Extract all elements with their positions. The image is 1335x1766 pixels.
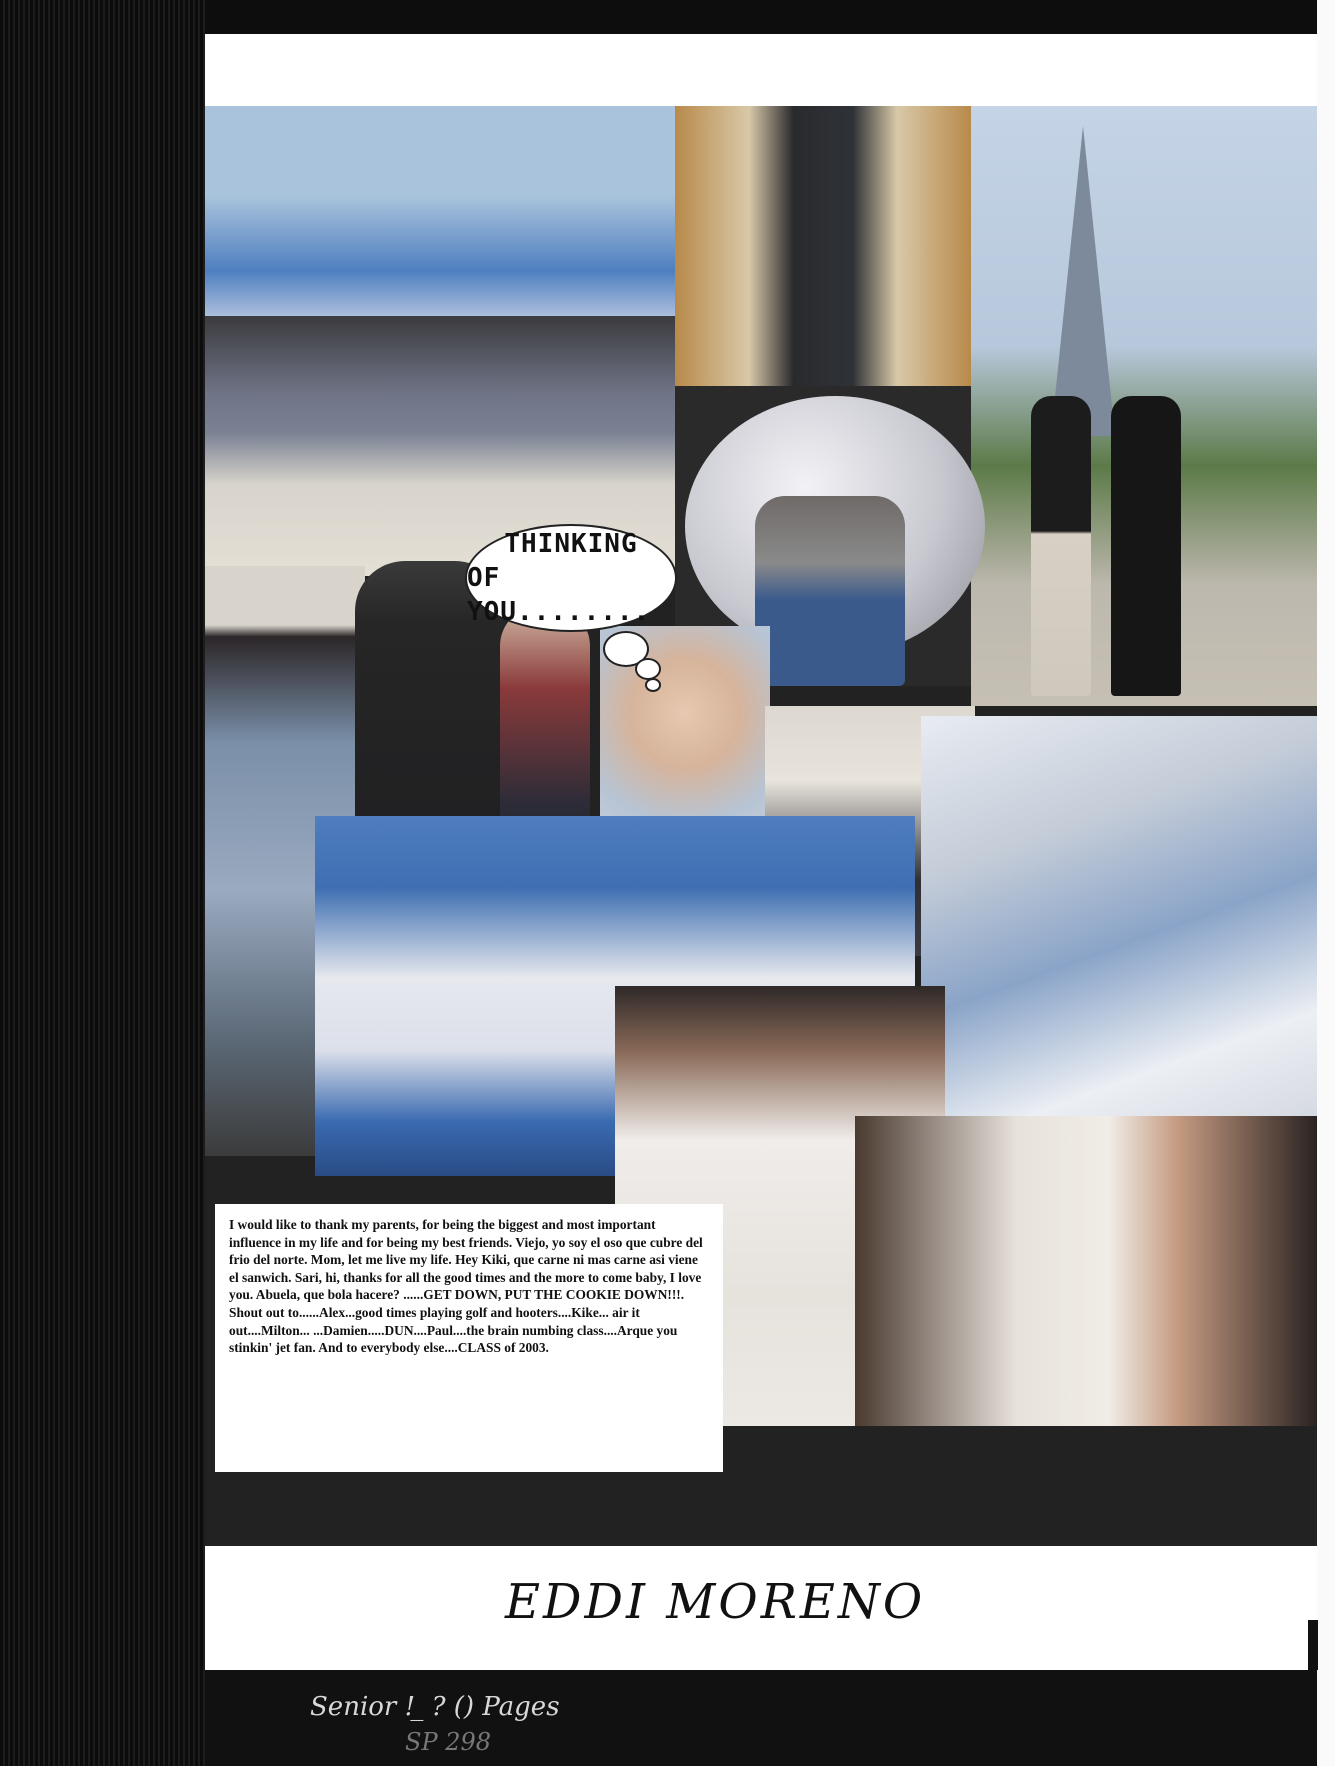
top-black-border: [205, 0, 1320, 34]
eiffel-tower-photo: [971, 106, 1317, 706]
footer-section-title: Senior ! ̲ ? () Pages: [310, 1692, 560, 1722]
left-black-stripes: [0, 0, 205, 1766]
bubble-line-1: THINKING: [504, 529, 638, 559]
senior-message-text: I would like to thank my parents, for being the biggest and most important influence in my life and for being my best friends. Viejo, yo soy el oso que cubre del frio del norte. Mom, let me live my life. Hey Kiki, que carne ni mas carne asi viene el sanwich. Sari, hi, thanks for all the good times and the more to come baby, I love you. Abuela, que bola hacere? ......GET DOWN, PUT THE COOKIE DOWN!!!. Shout out to......Alex...good times playing golf and hooters....Kike... air it out....Milton... ...Damien.....DUN....Paul....the brain numbing class....Arque you stinkin' jet fan. And to everybody else....CLASS of 2003.: [229, 1217, 703, 1356]
older-man-black-outfit: [1111, 396, 1181, 696]
couple-photo: [855, 1116, 1317, 1426]
thought-puff-small: [645, 678, 661, 692]
footer-page-number: SP 298: [405, 1728, 492, 1756]
man-black-shirt: [1031, 396, 1091, 696]
photo-collage: [205, 106, 1317, 1546]
two-young-men: [755, 496, 905, 686]
thought-puff-medium: [635, 658, 661, 680]
thought-bubble: [465, 524, 677, 632]
right-page-edge: [1317, 0, 1335, 1766]
bubble-line-2: OF YOU........: [467, 563, 651, 627]
senior-message-box: [215, 1204, 723, 1472]
yearbook-page: [205, 34, 1317, 1670]
right-black-mark: [1308, 1620, 1318, 1670]
eiffel-tower-shape: [1051, 126, 1115, 436]
toddler-photo: [921, 716, 1317, 1121]
student-name: EDDI MORENO: [505, 1574, 926, 1630]
